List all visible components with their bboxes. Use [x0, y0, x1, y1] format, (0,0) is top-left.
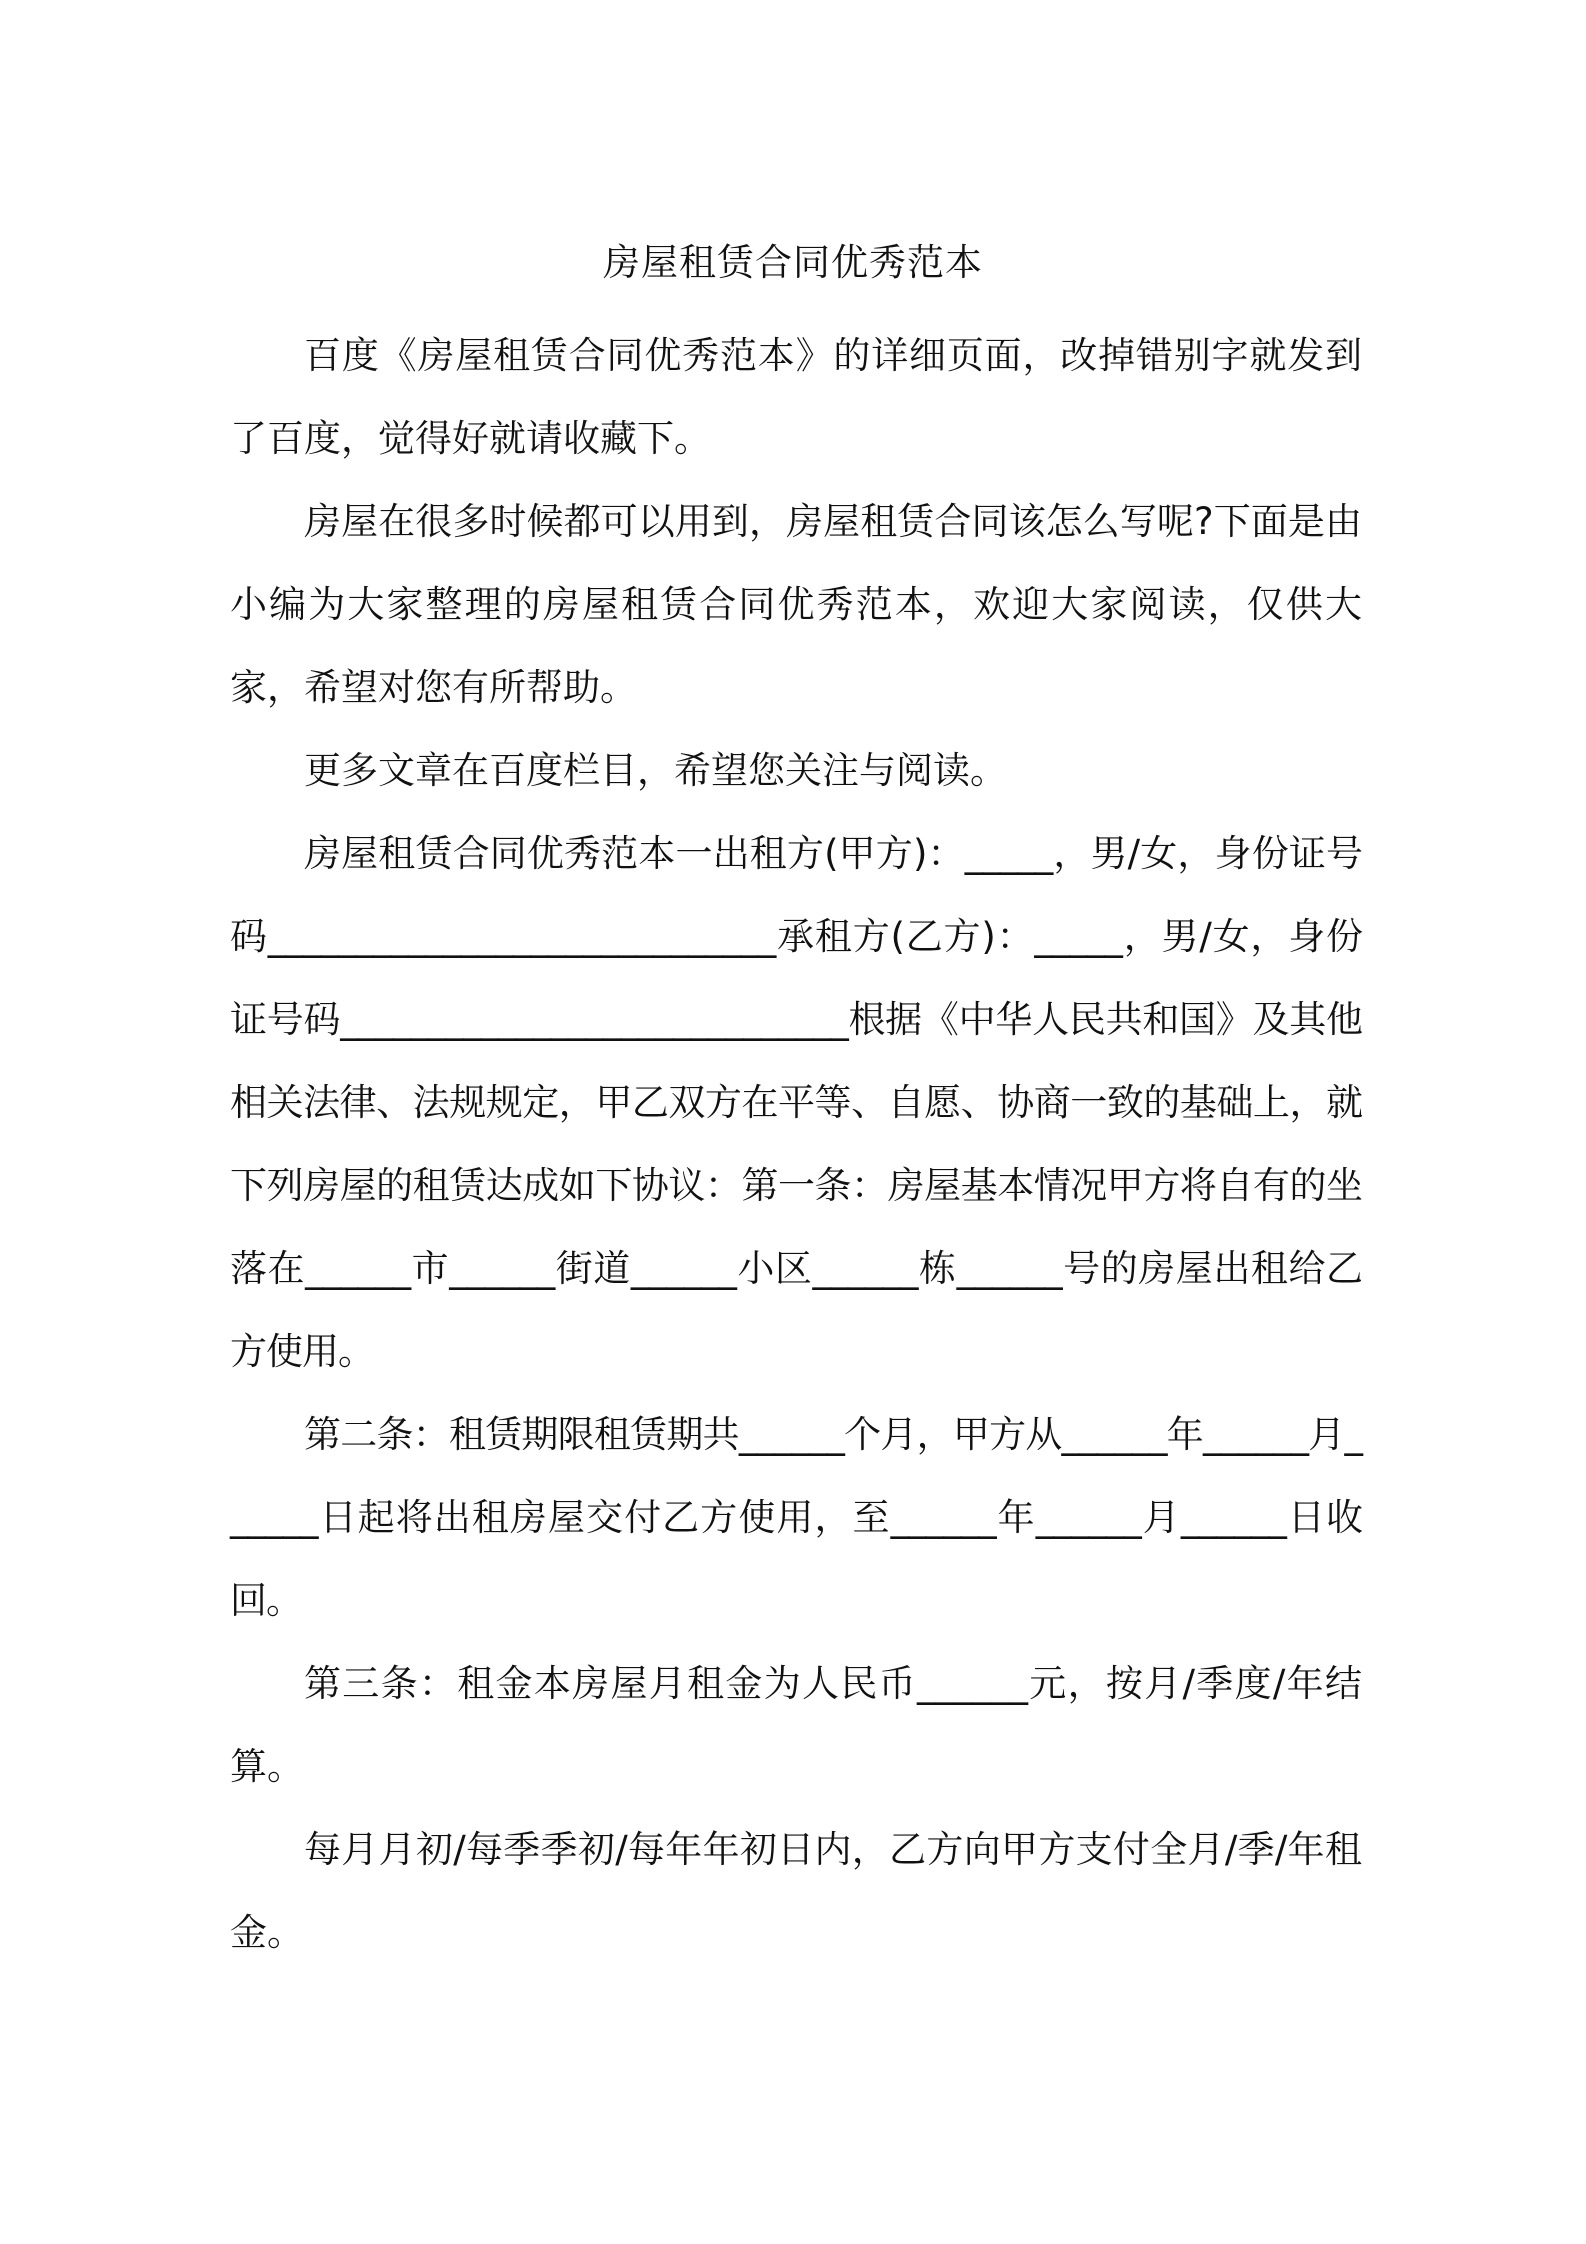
paragraph-article-2: 第二条：租赁期限租赁期共______个月，甲方从______年______月______日起将出租房屋交付乙方使用，至______年______月______日收回。	[230, 1413, 1362, 1622]
paragraph-description: 房屋在很多时候都可以用到，房屋租赁合同该怎么写呢?下面是由小编为大家整理的房屋租赁合同优秀范本，欢迎大家阅读，仅供大家，希望对您有所帮助。	[230, 500, 1362, 709]
document-title: 房屋租赁合同优秀范本	[603, 241, 983, 284]
document-body	[230, 314, 1362, 1974]
paragraph-more-articles: 更多文章在百度栏目，希望您关注与阅读。	[304, 749, 1007, 792]
paragraph-article-3: 第三条：租金本房屋月租金为人民币______元，按月/季度/年结算。	[230, 1662, 1362, 1788]
paragraph-parties-article-1: 房屋租赁合同优秀范本一出租方(甲方)：_____，男/女，身份证号码_____________________________承租方(乙方)：_____，男/女，身份证号码_____________________________根据《中华人民共和国》及其他相关法律、法规规定，甲乙双方在平等、自愿、协商一致的基础上，就下列房屋的租赁达成如下协议：第一条：房屋基本情况甲方将自有的坐落在______市______街道______小区______栋______号的房屋出租给乙方使用。	[230, 832, 1362, 1373]
paragraph-intro: 百度《房屋租赁合同优秀范本》的详细页面，改掉错别字就发到了百度，觉得好就请收藏下。	[230, 334, 1362, 460]
paragraph-payment: 每月月初/每季季初/每年年初日内，乙方向甲方支付全月/季/年租金。	[230, 1828, 1362, 1954]
